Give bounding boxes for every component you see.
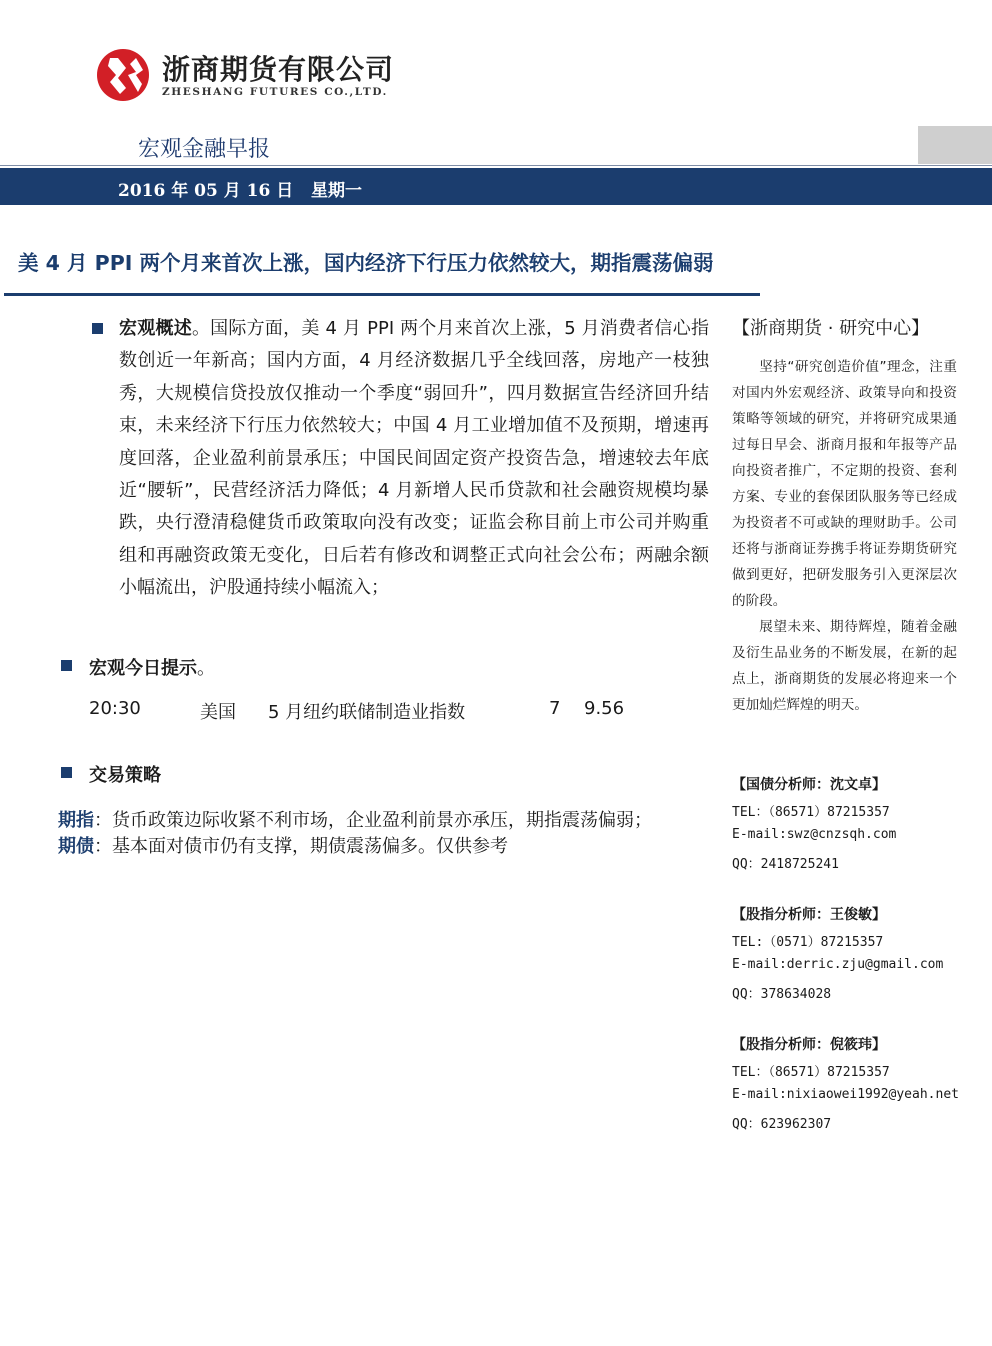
analyst-qq: QQ：378634028	[732, 987, 832, 1002]
analyst-email[interactable]: E-mail:derric.zju@gmail.com	[732, 957, 944, 972]
strategy-text: ：货币政策边际收紧不利市场，企业盈利前景亦承压，期指震荡偏弱；	[94, 810, 652, 831]
analyst-name: 【股指分析师：王俊敏】	[732, 907, 886, 923]
analyst-qq: QQ：623962307	[732, 1117, 832, 1132]
strategy-item	[58, 806, 652, 832]
analyst-qq: QQ：2418725241	[732, 857, 839, 872]
research-center-outlook: 展望未来、期待辉煌，随着金融及衍生品业务的不断发展，在新的起点上，浙商期货的发展必将迎来一个更加灿烂辉煌的明天。	[732, 619, 957, 713]
analyst-tel: TEL:（0571）87215357	[732, 935, 884, 950]
report-date	[118, 176, 362, 201]
weekday-value: 星期一	[311, 181, 362, 201]
calendar-country: 美国	[200, 702, 236, 723]
header-tab-decoration	[918, 126, 992, 164]
report-type-title: 宏观金融早报	[138, 137, 271, 162]
company-name-cn: 浙商期货有限公司	[162, 53, 395, 86]
research-center-title: 【浙商期货 · 研究中心】	[732, 318, 930, 339]
analyst-tel: TEL：（86571）87215357	[732, 805, 890, 820]
strategy-section-title: 交易策略	[89, 765, 161, 786]
today-bullet-icon	[61, 660, 72, 671]
strategy-key: 期债	[58, 836, 94, 857]
strategy-item	[58, 832, 508, 858]
macro-overview	[119, 313, 709, 605]
calendar-forecast: 9.56	[584, 698, 625, 719]
headline-rule	[4, 293, 760, 296]
headline: 美 4 月 PPI 两个月来首次上涨，国内经济下行压力依然较大，期指震荡偏弱	[18, 251, 714, 275]
strategy-bullet-icon	[61, 767, 72, 778]
today-section-title	[89, 654, 215, 680]
company-name-en: ZHESHANG FUTURES CO.,LTD.	[162, 86, 388, 98]
date-value: 2016 年 05 月 16 日	[118, 181, 294, 201]
analyst-email[interactable]: E-mail:nixiaowei1992@yeah.net	[732, 1087, 959, 1102]
analyst-name: 【股指分析师：倪筱玮】	[732, 1037, 886, 1053]
strategy-text: ：基本面对债市仍有支撑，期债震荡偏多。仅供参考	[94, 836, 508, 857]
analyst-email[interactable]: E-mail:swz@cnzsqh.com	[732, 827, 897, 842]
overview-lead: 宏观概述	[119, 318, 192, 339]
calendar-time: 20:30	[89, 698, 141, 719]
research-center-intro: 坚持“研究创造价值”理念，注重对国内外宏观经济、政策导向和投资策略等领域的研究，并将研究成果通过每日早会、浙商月报和年报等产品向投资者推广，不定期的投资、套利方案、专业的套保团队服务等已经成为投资者不可或缺的理财助手。公司还将与浙商证券携手将证券期货研究做到更好，把研发服务引入更深层次的阶段。	[732, 359, 957, 609]
strategy-key: 期指	[58, 810, 94, 831]
header-divider	[0, 165, 992, 166]
calendar-previous: 7	[549, 698, 561, 719]
today-title-suffix: 。	[197, 658, 215, 679]
overview-text: 。国际方面，美 4 月 PPI 两个月来首次上涨，5 月消费者信心指数创近一年新高；国内方面，4 月经济数据几乎全线回落，房地产一枝独秀，大规模信贷投放仅推动一个季度“弱回升”，四月数据宣告经济回升结束，未来经济下行压力依然较大；中国 4 月工业增加值不及预期，增速再度回落，企业盈利前景承压；中国民间固定资产投资告急，增速较去年底近“腰斩”，民营经济活力降低；4 月新增人民币贷款和社会融资规模均暴跌，央行澄清稳健货币政策取向没有改变；证监会称目前上市公司并购重组和再融资政策无变化，日后若有修改和调整正式向社会公布；两融余额小幅流出，沪股通持续小幅流入；	[119, 318, 710, 599]
overview-bullet-icon	[92, 323, 103, 334]
analyst-tel: TEL：（86571）87215357	[732, 1065, 890, 1080]
company-logo-icon	[96, 48, 150, 102]
today-title-text: 宏观今日提示	[89, 658, 197, 679]
calendar-event: 5 月纽约联储制造业指数	[268, 702, 466, 723]
analyst-name: 【国债分析师：沈文卓】	[732, 777, 886, 793]
